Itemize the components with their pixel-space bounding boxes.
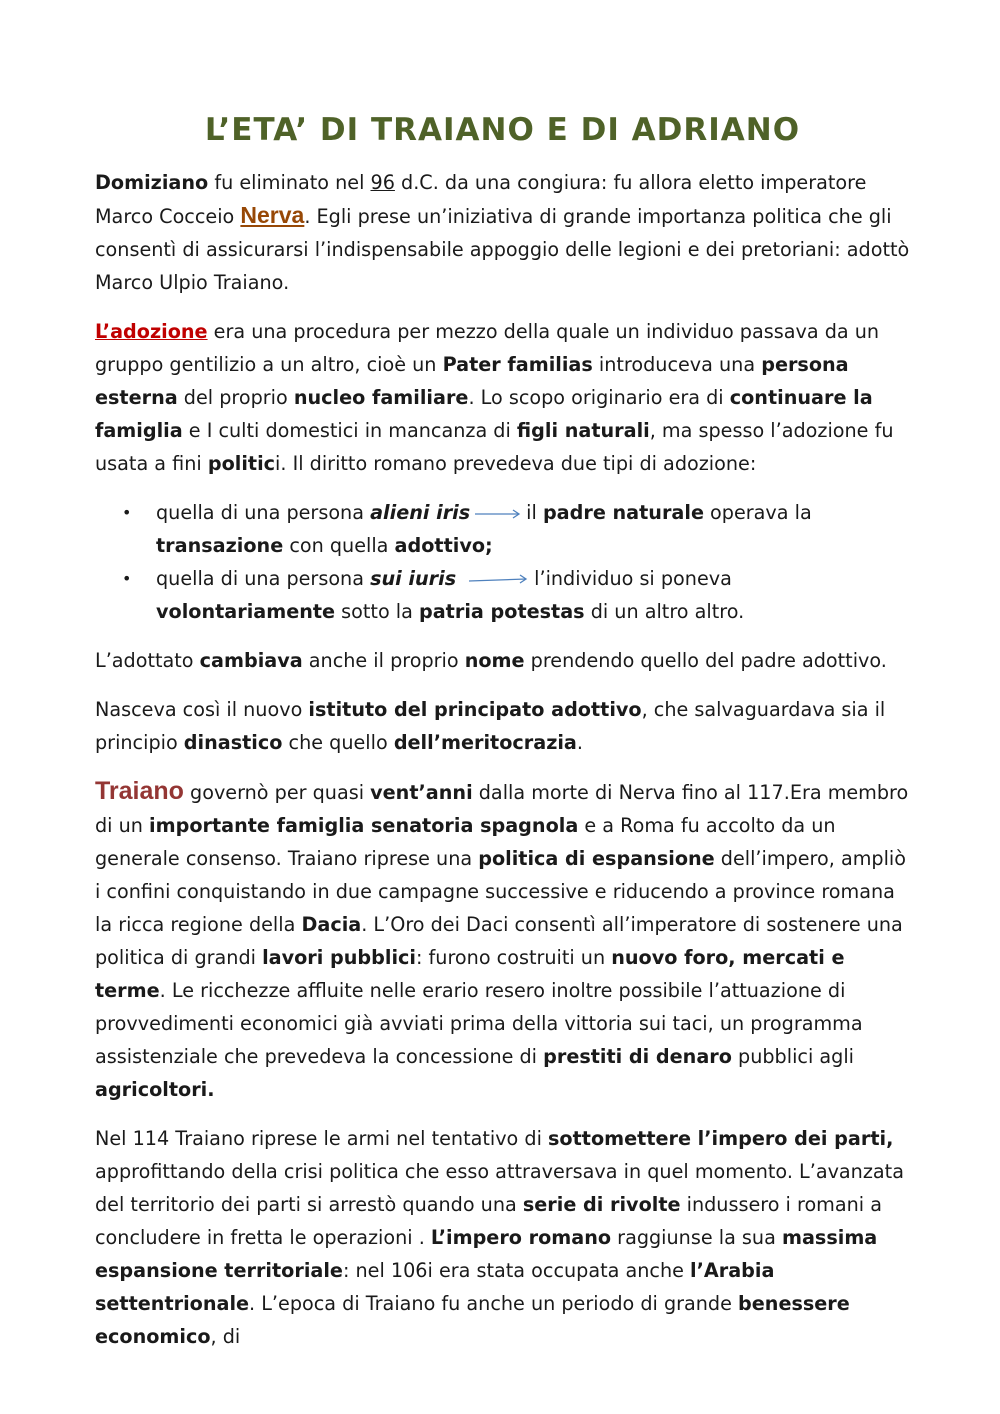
paragraph-traiano: Traiano governò per quasi vent’anni dalla morte di Nerva fino al 117.Era membro di un importante famiglia senatoria spagnola e a Roma fu accolto da un generale consenso. Traiano riprese una politica di espansione dell’impero, ampliò i confini conquistando in due campagne successive e riducendo a province romana la ricca regione della Dacia. L’Oro dei Daci consentì all’imperatore di sostenere una politica di grandi lavori pubblici: furono costruiti un nuovo foro, mercati e terme. Le ricchezze affluite nelle erario resero inoltre possibile l’attuazione di provvedimenti economici già avviati prima della vittoria sui taci, un programma assistenziale che prevedeva la concessione di prestiti di denaro pubblici agli agricoltori. — [95, 777, 909, 1101]
nerva-highlight: Nerva — [240, 202, 305, 228]
paragraph-adozione: L’adozione era una procedura per mezzo della quale un individuo passava da un gruppo gentilizio a un altro, cioè un Pater familias introduceva una persona esterna del proprio nucleo familiare. Lo scopo originario era di continuare la famiglia e I culti domestici in mancanza di figli naturali, ma spesso l’adozione fu usata a fini politici. Il diritto romano prevedeva due tipi di adozione: — [95, 320, 894, 475]
adozione-highlight: L’adozione — [95, 320, 208, 343]
right-arrow-icon — [474, 508, 522, 520]
paragraph-principato: Nasceva così il nuovo istituto del principato adottivo, che salvaguardava sia il principio dinastico che quello dell’meritocrazia. — [95, 698, 886, 754]
list-item: • quella di una persona alieni iris il padre naturale operava la transazione con quella adottivo; — [95, 496, 910, 562]
document-page — [95, 112, 910, 1369]
adoption-types-list — [95, 496, 910, 628]
bullet-icon: • — [122, 503, 132, 522]
paragraph-adottato: L’adottato cambiava anche il proprio nome prendendo quello del padre adottivo. — [95, 649, 887, 672]
right-arrow-icon — [468, 574, 530, 586]
bullet-icon: • — [122, 569, 132, 588]
list-item: • quella di una persona sui iuris l’individuo si poneva volontariamente sotto la patria potestas di un altro altro. — [95, 562, 910, 628]
paragraph-parti: Nel 114 Traiano riprese le armi nel tentativo di sottomettere l’impero dei parti, approfittando della crisi politica che esso attraversava in quel momento. L’avanzata del territorio dei parti si arrestò quando una serie di rivolte indussero i romani a concludere in fretta le operazioni . L’impero romano raggiunse la sua massima espansione territoriale: nel 106i era stata occupata anche l’Arabia settentrionale. L’epoca di Traiano fu anche un periodo di grande benessere economico, di — [95, 1127, 904, 1348]
document-title: L’ETA’ DI TRAIANO E DI ADRIANO — [204, 112, 801, 148]
traiano-highlight: Traiano — [95, 777, 184, 805]
paragraph-domiziano: Domiziano fu eliminato nel 96 d.C. da una congiura: fu allora eletto imperatore Marco Cocceio Nerva. Egli prese un’iniziativa di grande importanza politica che gli consentì di assicurarsi l’indispensabile appoggio delle legioni e dei pretoriani: adottò Marco Ulpio Traiano. — [95, 171, 910, 294]
